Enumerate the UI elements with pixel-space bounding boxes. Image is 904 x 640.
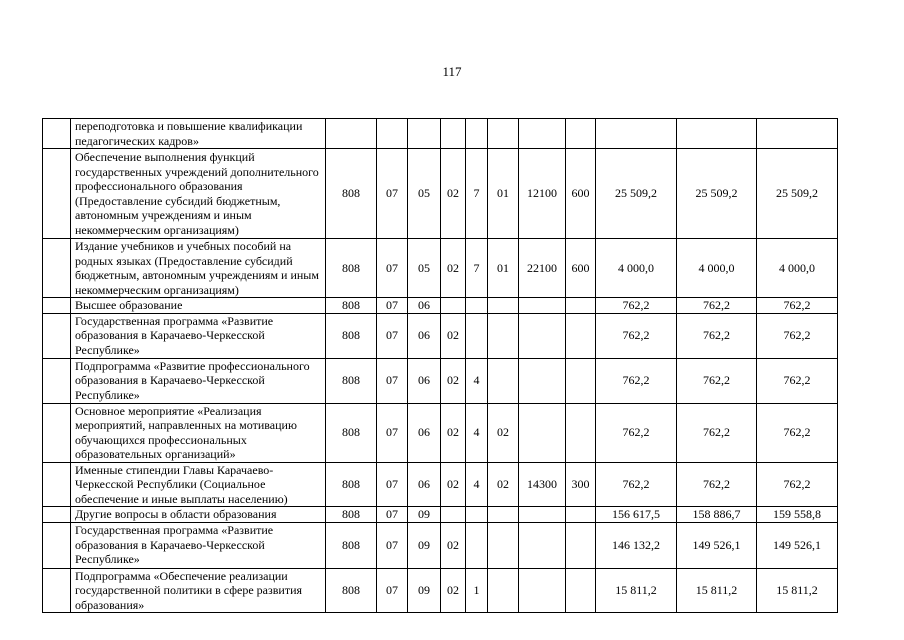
cell-prog: 02 <box>441 522 466 568</box>
table-row <box>43 568 838 613</box>
cell-name: Подпрограмма «Развитие профессионального образования в Карачаево-Черкесской Республике» <box>71 358 326 403</box>
cell-pr: 06 <box>408 298 441 314</box>
cell-index <box>43 403 71 462</box>
cell-y1: 762,2 <box>596 298 677 314</box>
cell-y3: 762,2 <box>757 313 838 358</box>
cell-name: Подпрограмма «Обеспечение реализации государственной политики в сфере развития образования» <box>71 568 326 613</box>
cell-mer <box>488 522 519 568</box>
cell-mer: 01 <box>488 239 519 298</box>
cell-vr: 600 <box>566 149 596 239</box>
cell-pr: 05 <box>408 149 441 239</box>
cell-sub <box>466 313 488 358</box>
cell-prog: 02 <box>441 568 466 613</box>
cell-prog: 02 <box>441 239 466 298</box>
cell-vr <box>566 313 596 358</box>
cell-ved: 808 <box>326 462 377 507</box>
cell-ved: 808 <box>326 239 377 298</box>
cell-mer <box>488 568 519 613</box>
cell-index <box>43 507 71 523</box>
cell-y1: 15 811,2 <box>596 568 677 613</box>
cell-index <box>43 522 71 568</box>
cell-vr <box>566 298 596 314</box>
cell-y2: 762,2 <box>677 313 757 358</box>
cell-pr: 09 <box>408 522 441 568</box>
cell-y2: 25 509,2 <box>677 149 757 239</box>
cell-pr: 06 <box>408 313 441 358</box>
cell-sub <box>466 298 488 314</box>
budget-table <box>42 118 838 613</box>
cell-y2 <box>677 119 757 149</box>
cell-y1 <box>596 119 677 149</box>
cell-ved: 808 <box>326 403 377 462</box>
cell-index <box>43 149 71 239</box>
cell-vr <box>566 522 596 568</box>
cell-name: Основное мероприятие «Реализация мероприятий, направленных на мотивацию обучающихся профессиональных образовательных организаций» <box>71 403 326 462</box>
cell-dir <box>519 119 566 149</box>
cell-y1: 762,2 <box>596 403 677 462</box>
cell-y2: 762,2 <box>677 403 757 462</box>
cell-ved <box>326 119 377 149</box>
cell-prog: 02 <box>441 462 466 507</box>
cell-name: переподготовка и повышение квалификации педагогических кадров» <box>71 119 326 149</box>
cell-ved: 808 <box>326 149 377 239</box>
cell-rz: 07 <box>377 462 408 507</box>
cell-ved: 808 <box>326 507 377 523</box>
table-row <box>43 298 838 314</box>
cell-mer: 02 <box>488 403 519 462</box>
cell-sub <box>466 507 488 523</box>
cell-dir: 12100 <box>519 149 566 239</box>
cell-y1: 156 617,5 <box>596 507 677 523</box>
cell-y2: 158 886,7 <box>677 507 757 523</box>
cell-vr <box>566 358 596 403</box>
cell-prog <box>441 298 466 314</box>
table-row <box>43 507 838 523</box>
cell-y1: 762,2 <box>596 358 677 403</box>
cell-pr: 06 <box>408 462 441 507</box>
cell-sub <box>466 522 488 568</box>
cell-y2: 149 526,1 <box>677 522 757 568</box>
cell-y3: 15 811,2 <box>757 568 838 613</box>
cell-mer: 01 <box>488 149 519 239</box>
cell-vr <box>566 119 596 149</box>
cell-y3: 4 000,0 <box>757 239 838 298</box>
cell-y1: 4 000,0 <box>596 239 677 298</box>
cell-index <box>43 568 71 613</box>
cell-dir: 14300 <box>519 462 566 507</box>
cell-vr <box>566 507 596 523</box>
cell-mer <box>488 358 519 403</box>
cell-rz: 07 <box>377 522 408 568</box>
cell-sub: 1 <box>466 568 488 613</box>
cell-rz: 07 <box>377 507 408 523</box>
cell-index <box>43 462 71 507</box>
cell-sub: 4 <box>466 403 488 462</box>
cell-name: Другие вопросы в области образования <box>71 507 326 523</box>
cell-pr: 06 <box>408 403 441 462</box>
cell-name: Издание учебников и учебных пособий на родных языках (Предоставление субсидий бюджетным, автономным учреждениям и иным некоммерческим организациям) <box>71 239 326 298</box>
cell-rz <box>377 119 408 149</box>
cell-y3: 149 526,1 <box>757 522 838 568</box>
cell-name: Обеспечение выполнения функций государственных учреждений дополнительного профессионального образования (Предоставление субсидий бюджетным, автономным учреждениям и иным некоммерческим организациям) <box>71 149 326 239</box>
cell-y3: 762,2 <box>757 403 838 462</box>
cell-index <box>43 358 71 403</box>
cell-y3 <box>757 119 838 149</box>
cell-dir <box>519 358 566 403</box>
cell-dir <box>519 403 566 462</box>
cell-y2: 762,2 <box>677 358 757 403</box>
cell-y2: 4 000,0 <box>677 239 757 298</box>
table-row <box>43 403 838 462</box>
cell-ved: 808 <box>326 313 377 358</box>
table-row <box>43 149 838 239</box>
cell-y2: 15 811,2 <box>677 568 757 613</box>
cell-rz: 07 <box>377 239 408 298</box>
cell-index <box>43 313 71 358</box>
cell-rz: 07 <box>377 568 408 613</box>
table-row <box>43 522 838 568</box>
cell-dir <box>519 507 566 523</box>
cell-prog <box>441 507 466 523</box>
cell-pr: 09 <box>408 507 441 523</box>
cell-prog <box>441 119 466 149</box>
cell-y1: 146 132,2 <box>596 522 677 568</box>
cell-dir <box>519 522 566 568</box>
cell-mer <box>488 119 519 149</box>
table-row <box>43 358 838 403</box>
cell-ved: 808 <box>326 358 377 403</box>
cell-ved: 808 <box>326 522 377 568</box>
cell-pr: 06 <box>408 358 441 403</box>
cell-sub: 4 <box>466 462 488 507</box>
cell-y3: 762,2 <box>757 358 838 403</box>
cell-vr <box>566 403 596 462</box>
cell-y3: 762,2 <box>757 462 838 507</box>
cell-dir <box>519 313 566 358</box>
cell-sub: 7 <box>466 239 488 298</box>
cell-prog: 02 <box>441 149 466 239</box>
cell-dir: 22100 <box>519 239 566 298</box>
cell-ved: 808 <box>326 298 377 314</box>
cell-vr: 600 <box>566 239 596 298</box>
cell-prog: 02 <box>441 313 466 358</box>
table-row <box>43 119 838 149</box>
cell-sub <box>466 119 488 149</box>
cell-rz: 07 <box>377 298 408 314</box>
cell-prog: 02 <box>441 358 466 403</box>
cell-mer <box>488 298 519 314</box>
cell-mer <box>488 507 519 523</box>
cell-sub: 4 <box>466 358 488 403</box>
cell-pr <box>408 119 441 149</box>
table-row <box>43 239 838 298</box>
cell-y3: 25 509,2 <box>757 149 838 239</box>
cell-pr: 09 <box>408 568 441 613</box>
cell-ved: 808 <box>326 568 377 613</box>
page-number: 117 <box>442 64 462 79</box>
cell-y1: 762,2 <box>596 462 677 507</box>
cell-y3: 159 558,8 <box>757 507 838 523</box>
cell-rz: 07 <box>377 149 408 239</box>
cell-vr <box>566 568 596 613</box>
cell-y3: 762,2 <box>757 298 838 314</box>
cell-y1: 25 509,2 <box>596 149 677 239</box>
cell-dir <box>519 568 566 613</box>
cell-dir <box>519 298 566 314</box>
cell-mer <box>488 313 519 358</box>
cell-name: Именные стипендии Главы Карачаево-Черкесской Республики (Социальное обеспечение и иные выплаты населению) <box>71 462 326 507</box>
table-row <box>43 313 838 358</box>
cell-y1: 762,2 <box>596 313 677 358</box>
cell-sub: 7 <box>466 149 488 239</box>
cell-name: Государственная программа «Развитие образования в Карачаево-Черкесской Республике» <box>71 313 326 358</box>
cell-rz: 07 <box>377 313 408 358</box>
cell-index <box>43 119 71 149</box>
cell-rz: 07 <box>377 358 408 403</box>
cell-prog: 02 <box>441 403 466 462</box>
cell-rz: 07 <box>377 403 408 462</box>
cell-index <box>43 239 71 298</box>
cell-y2: 762,2 <box>677 298 757 314</box>
cell-mer: 02 <box>488 462 519 507</box>
cell-vr: 300 <box>566 462 596 507</box>
cell-pr: 05 <box>408 239 441 298</box>
cell-name: Высшее образование <box>71 298 326 314</box>
cell-y2: 762,2 <box>677 462 757 507</box>
table-row <box>43 462 838 507</box>
cell-index <box>43 298 71 314</box>
cell-name: Государственная программа «Развитие образования в Карачаево-Черкесской Республике» <box>71 522 326 568</box>
